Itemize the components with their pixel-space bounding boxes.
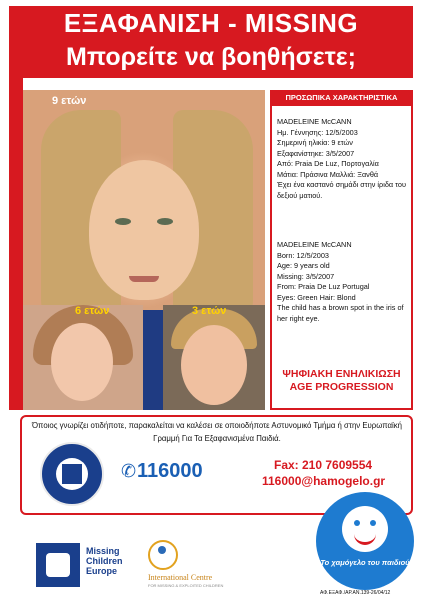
age-progression-gr: ΨΗΦΙΑΚΗ ΕΝΗΛΙΚΙΩΣΗ <box>282 368 401 380</box>
face <box>181 325 247 405</box>
photo-age-3 <box>163 305 265 410</box>
age-gr: Σημερινή ηλικία: 9 ετών <box>277 138 353 147</box>
mouth <box>129 276 159 282</box>
name-gr: MADELEINE McCANN <box>277 117 352 126</box>
age-label-3: 3 ετών <box>192 305 227 317</box>
eyes-hair-gr: Μάτια: Πράσινα Μαλλιά: Ξανθά <box>277 169 379 179</box>
smile-eye-left <box>354 520 360 526</box>
puzzle-icon <box>36 543 80 587</box>
age-en: Age: 9 years old <box>277 261 330 270</box>
from-en: From: Praia De Luz Portugal <box>277 282 370 291</box>
left-red-bar <box>9 78 23 410</box>
icmec-dot <box>158 546 166 554</box>
age-progression-en: AGE PROGRESSION <box>289 381 394 393</box>
smile-eye-right <box>370 520 376 526</box>
phone-icon: ✆ <box>121 461 137 481</box>
info-greek <box>277 117 409 201</box>
document-code: ΑΦ.ΕΞΑΦ./ΑΡ.ΑΝ.139-26/04/12 <box>320 590 391 596</box>
age-label-6: 6 ετών <box>75 305 110 317</box>
mark-gr: Έχει ένα καστανό σημάδι στην ίριδα του δεξιού ματιού. <box>277 180 406 200</box>
smile-face <box>342 506 388 552</box>
title-missing: ΕΞΑΦΑΝΙΣΗ - MISSING <box>63 8 359 38</box>
title-help: Μπορείτε να βοηθήσετε; <box>66 43 356 71</box>
missing-en: Missing: 3/5/2007 <box>277 271 335 281</box>
contact-text: Όποιος γνωρίζει οτιδήποτε, παρακαλείται να καλέσει σε οποιοδήποτε Αστυνομικό Τμήμα ή στην Ευρωπαϊκή Γραμμή Για Τα Εξαφανισμένα Παιδιά. <box>32 421 402 443</box>
puzzle-piece <box>46 553 70 577</box>
eye-left <box>115 218 131 225</box>
icmec-icon <box>148 540 178 570</box>
born-en: Born: 12/5/2003 <box>277 250 329 260</box>
fax-number: Fax: 210 7609554 <box>274 458 373 472</box>
mce-line2: Children <box>86 556 123 566</box>
info-english <box>277 240 409 324</box>
name-en: MADELEINE McCANN <box>277 240 352 249</box>
missing-gr: Εξαφανίστηκε: 3/5/2007 <box>277 148 355 158</box>
badge-emblem <box>62 464 82 484</box>
eye-right <box>157 218 173 225</box>
age-label-main: 9 ετών <box>52 95 87 107</box>
email-link[interactable]: 116000@hamogelo.gr <box>262 474 386 488</box>
smile-logo-text: Το χαμόγελο του παιδιού <box>320 558 410 567</box>
info-heading: ΠΡΟΣΩΠΙΚΑ ΧΑΡΑΚΤΗΡΙΣΤΙΚΑ <box>270 90 413 106</box>
face <box>51 323 113 401</box>
missing-children-europe-logo <box>86 546 123 576</box>
mce-line1: Missing <box>86 546 120 556</box>
dob-gr: Ημ. Γέννησης: 12/5/2003 <box>277 127 358 137</box>
from-gr: Από: Praia De Luz, Πορτογαλία <box>277 159 379 168</box>
mce-line3: Europe <box>86 566 118 576</box>
eyes-hair-en: Eyes: Green Hair: Blond <box>277 292 356 302</box>
police-badge-icon <box>40 442 104 506</box>
photo-age-6 <box>23 305 143 410</box>
icmec-subtext: FOR MISSING & EXPLOITED CHILDREN <box>148 583 224 588</box>
smile-logo-icon <box>316 492 414 590</box>
mark-en: The child has a brown spot in the iris of her right eye. <box>277 303 404 323</box>
icmec-logo-text: International Centre <box>148 573 213 582</box>
hotline-number[interactable]: 116000 <box>137 460 203 482</box>
